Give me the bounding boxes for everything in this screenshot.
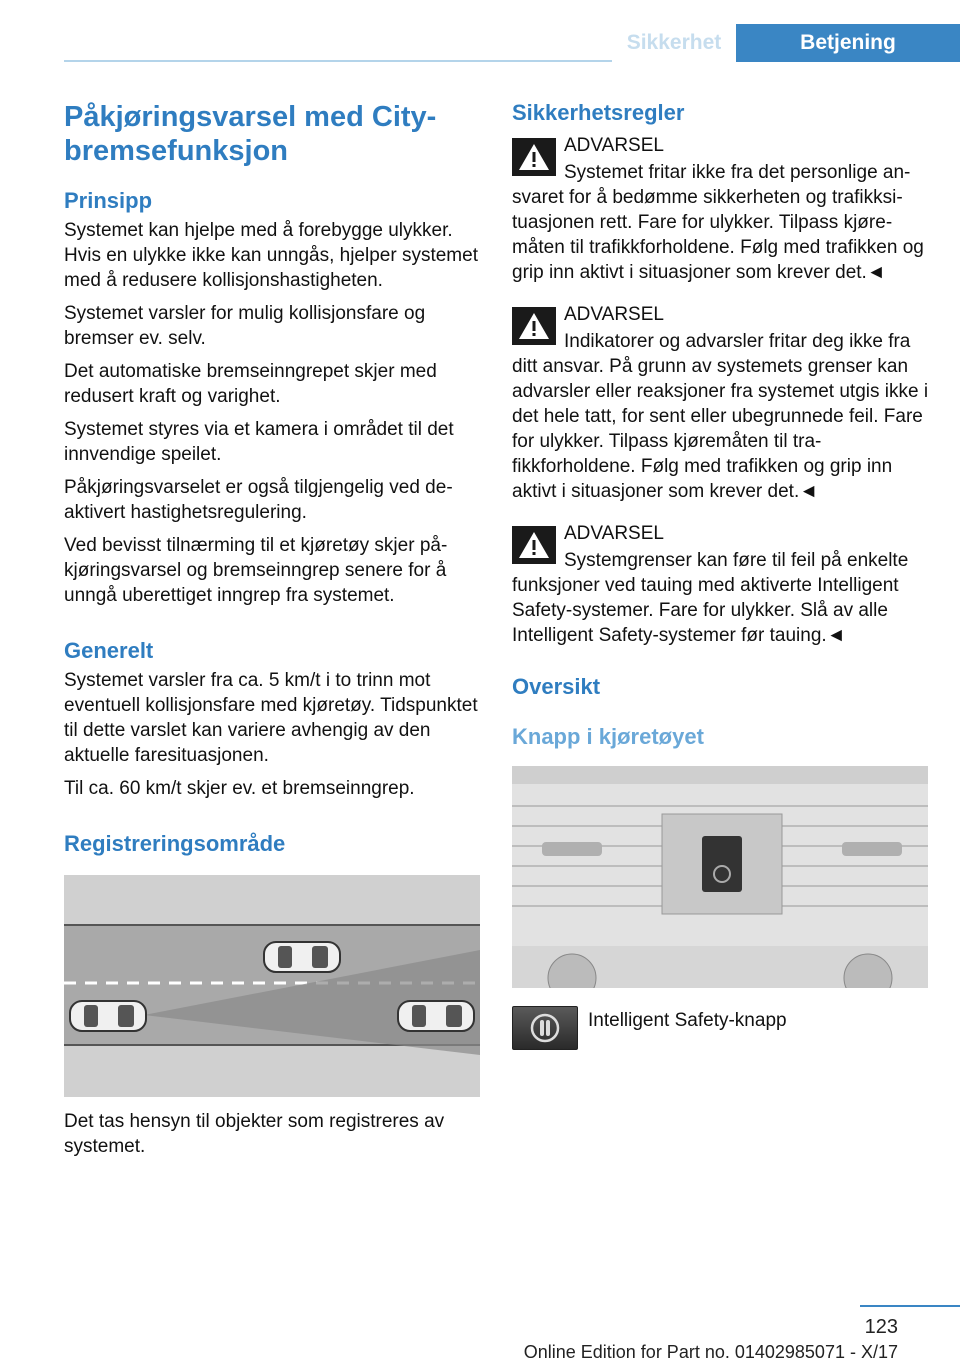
paragraph: Systemet kan hjelpe med å forebygge ulykker. Hvis en ulykke ikke kan unngås, hjelper systemet med å redusere kollisjonshastigheten. [64,220,478,291]
page-title: Påkjøringsvarsel med Citybremsefunksjon [64,101,437,167]
heading-registreringsomrade: Registreringsområde [64,831,286,856]
warning-text: Systemet fritar ikke fra det personlige ansvaret for å bedømme sikkerheten og trafikksituasjonen rett. Fare for ulykker. Tilpass kjøremåten til trafikkforholdene. Følg med trafikken og grip inn aktivt i situasjoner som krever det.◄ [512,162,924,283]
car-icon [70,1001,146,1031]
heading-sikkerhetsregler: Sikkerhetsregler [512,100,685,125]
warning-block [512,520,930,648]
warning-block [512,132,930,285]
footer-rule [860,1305,960,1307]
left-column [64,100,482,1167]
heading-oversikt: Oversikt [512,674,601,699]
paragraph: Påkjøringsvarselet er også tilgjengelig ved deaktivert hastighetsregulering. [64,477,453,523]
warning-text: Indikatorer og advarsler fritar deg ikke fra ditt ansvar. På grunn av systemets grenser kan advarsler eller reaksjoner fra systemet utgis ikke i det hele tatt, for sent eller ubegrunnede feil. Fare for ulykker. Tilpass kjøremåten til trafikkforholdene. Følg med trafikken og grip inn aktivt i situasjoner som krever det.◄ [512,331,929,502]
warning-block [512,301,930,504]
tab-sikkerhet[interactable]: Sikkerhet [612,24,736,62]
edition-line: Online Edition for Part no. 01402985071 - X/17 [523,1342,898,1362]
warning-triangle-icon [512,526,556,564]
warning-heading: ADVARSEL [564,523,664,544]
paragraph: Ved bevisst tilnærming til et kjøretøy skjer påkjøringsvarsel og bremseinngrep senere for å unngå uberettiget inngrep fra systemet. [64,535,448,606]
paragraph: Systemet varsler fra ca. 5 km/t i to trinn mot eventuell kollisjonsfare med kjøretøy. Tidspunktet til dette varslet kan variere avhengig av den aktuelle faresituasjonen. [64,670,478,766]
button-caption: Intelligent Safety-knapp [588,1010,787,1031]
warning-triangle-icon [512,307,556,345]
page-number: 123 [864,1316,898,1338]
warning-triangle-icon [512,138,556,176]
warning-heading: ADVARSEL [564,135,664,156]
paragraph: Det automatiske bremseinngrepet skjer med redusert kraft og varighet. [64,361,437,407]
heading-prinsipp: Prinsipp [64,188,153,213]
tab-betjening[interactable]: Betjening [736,24,960,62]
right-column [512,100,930,1054]
paragraph: Systemet styres via et kamera i området til det innvendige speilet. [64,419,454,465]
detection-area-illustration [64,875,480,1097]
heading-generelt: Generelt [64,638,154,663]
button-caption-row [512,1006,930,1054]
dashboard-button-photo [512,766,928,988]
intelligent-safety-button-icon [512,1006,578,1050]
heading-knapp: Knapp i kjøretøyet [512,724,704,749]
car-icon [264,942,340,972]
warning-heading: ADVARSEL [564,304,664,325]
figure-caption: Det tas hensyn til objekter som registreres av systemet. [64,1111,445,1157]
paragraph: Systemet varsler for mulig kollisjonsfare og bremser ev. selv. [64,303,426,349]
paragraph: Til ca. 60 km/t skjer ev. et bremseinngrep. [64,778,415,799]
warning-text: Systemgrenser kan føre til feil på enkelte funksjoner ved tauing med aktiverte Intelligent Safety-systemer. Fare for ulykker. Slå av alle Intelligent Safety-systemer før tauing.◄ [512,550,909,646]
car-icon [398,1001,474,1031]
